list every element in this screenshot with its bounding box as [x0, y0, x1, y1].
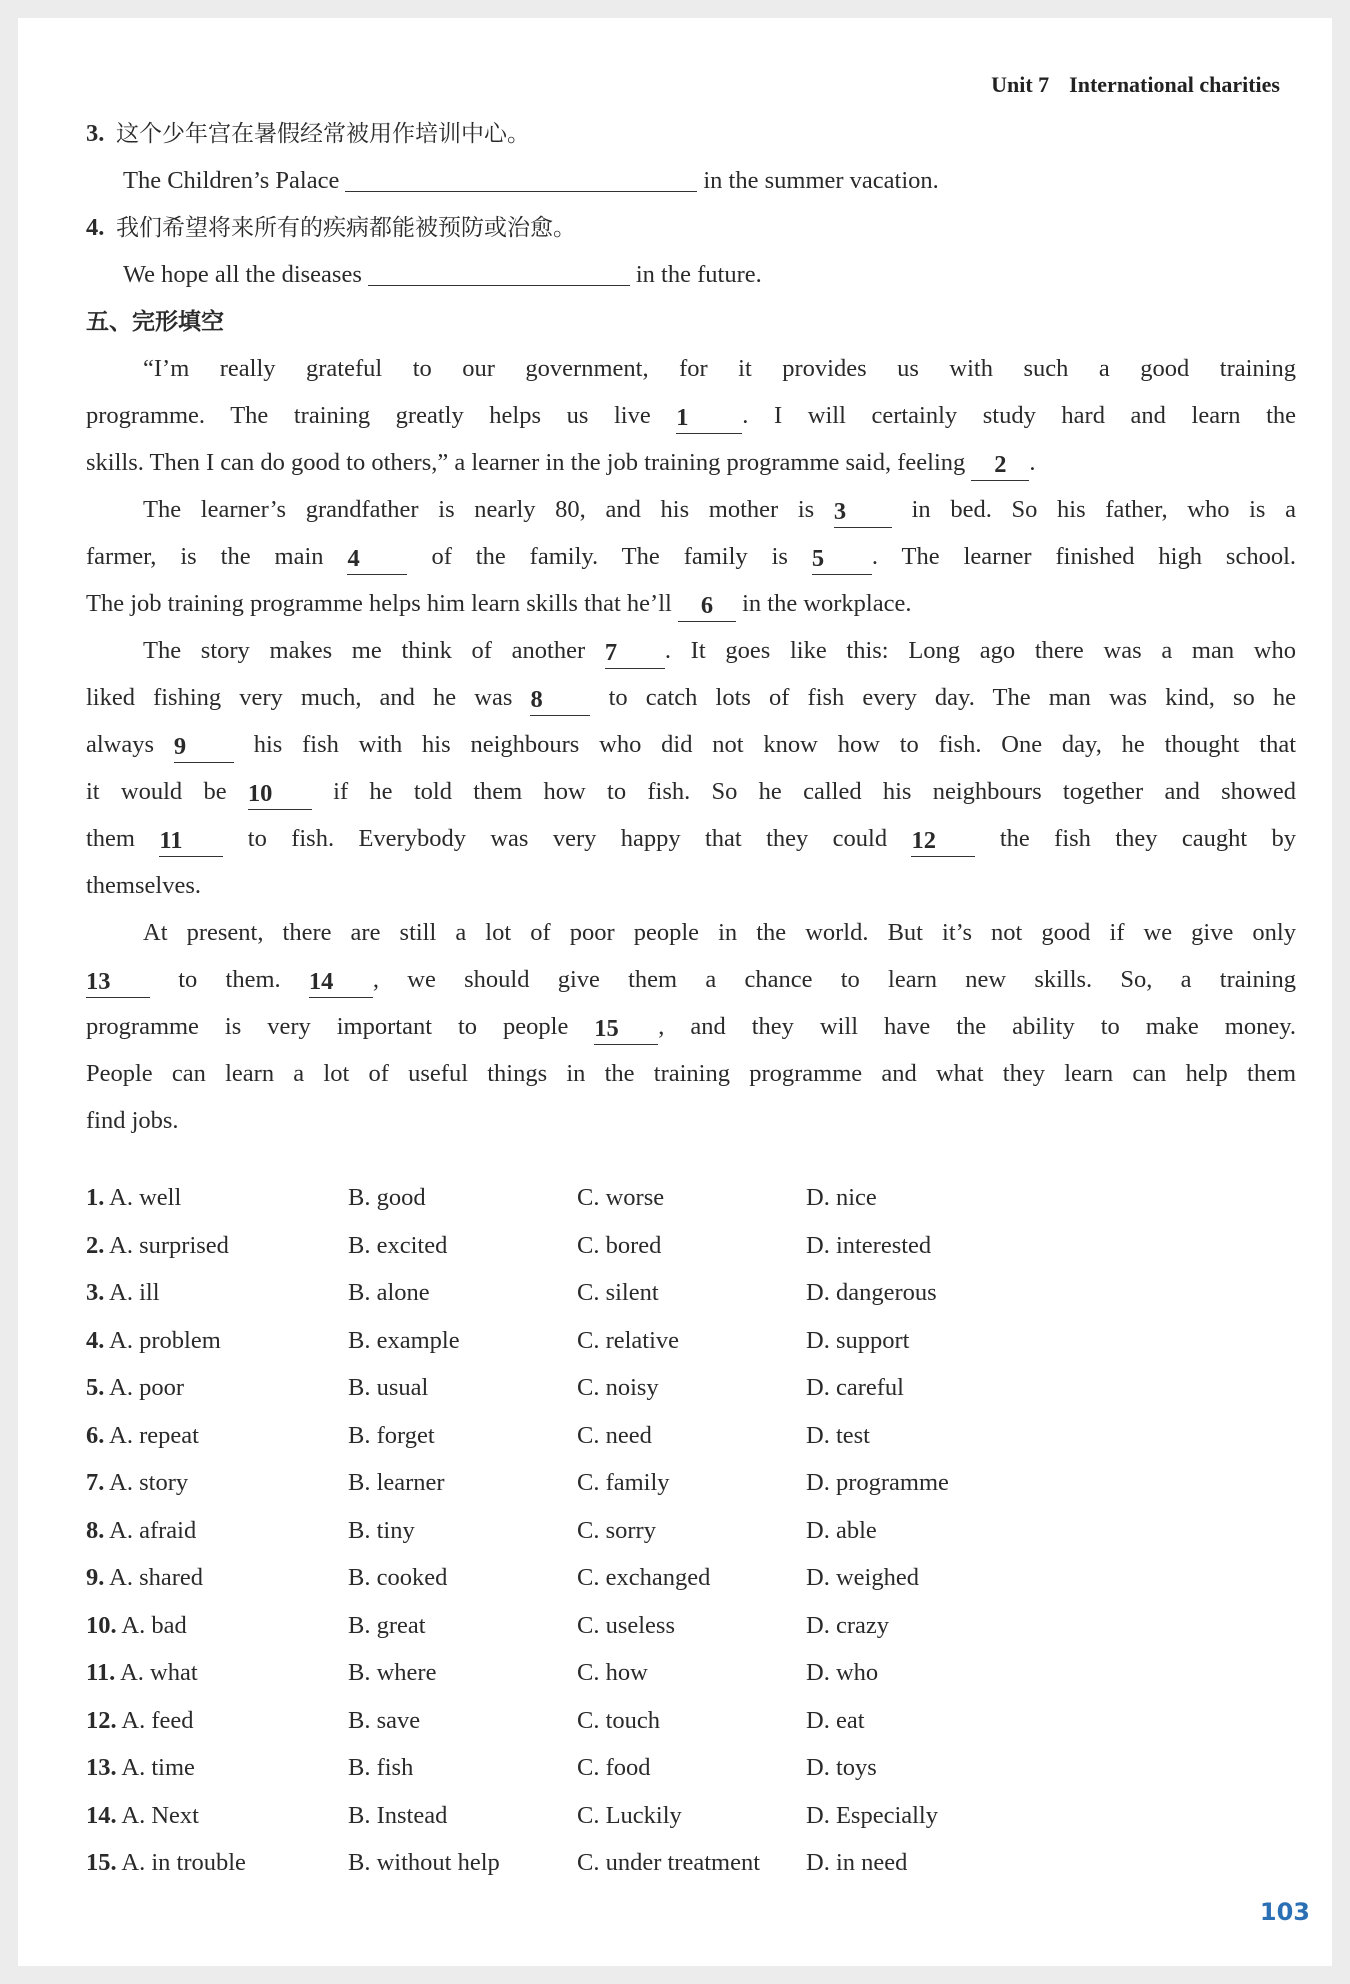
option-c[interactable]: C. exchanged: [577, 1564, 711, 1591]
option-d[interactable]: D. nice: [806, 1184, 877, 1211]
passage-line: [86, 862, 1296, 909]
text: farmer, is the main: [86, 543, 324, 570]
option-c[interactable]: C. silent: [577, 1279, 659, 1306]
translation-item-4-chinese: [86, 204, 1296, 251]
text: , we should give them a chance to learn new skills. So, a training: [372, 966, 1297, 993]
option-d[interactable]: D. test: [806, 1421, 870, 1449]
option-d[interactable]: D. in need: [806, 1849, 908, 1876]
passage-line: [86, 956, 1296, 1003]
question-number: 3.: [86, 1279, 105, 1306]
option-a[interactable]: A. ill: [109, 1279, 160, 1306]
text: People can learn a lot of useful things in the training programme and what they learn can help them: [86, 1060, 1296, 1087]
gap-12[interactable]: 12: [911, 828, 975, 857]
option-row-4: [86, 1317, 1286, 1365]
option-row-10: [86, 1602, 1286, 1650]
option-a[interactable]: A. well: [109, 1184, 182, 1211]
passage-line: [86, 768, 1296, 815]
passage-line: [86, 1050, 1296, 1097]
text: . It goes like this: Long ago there was a man who: [664, 637, 1296, 664]
option-a[interactable]: A. in trouble: [121, 1849, 246, 1876]
text: them: [86, 825, 135, 852]
option-c[interactable]: C. touch: [577, 1706, 661, 1734]
option-c[interactable]: C. noisy: [577, 1374, 659, 1401]
option-b[interactable]: B. great: [348, 1611, 426, 1639]
option-b[interactable]: B. example: [348, 1326, 460, 1354]
workbook-page: [18, 18, 1332, 1966]
question-number: 12.: [86, 1706, 117, 1734]
passage-line: [86, 674, 1296, 721]
question-number: 8.: [86, 1516, 105, 1544]
option-row-5: [86, 1364, 1286, 1412]
text: of the family. The family is: [431, 543, 788, 570]
passage-line: [86, 721, 1296, 768]
option-c[interactable]: C. Luckily: [577, 1801, 682, 1829]
option-b[interactable]: B. excited: [348, 1231, 448, 1259]
passage-line: [86, 909, 1296, 956]
option-a[interactable]: A. problem: [109, 1326, 221, 1354]
text: programme. The training greatly helps us live: [86, 402, 651, 429]
option-b[interactable]: B. Instead: [348, 1801, 448, 1829]
option-c[interactable]: C. need: [577, 1421, 652, 1449]
option-b[interactable]: B. without help: [348, 1849, 500, 1876]
passage-line: [86, 439, 1296, 486]
option-c[interactable]: C. how: [577, 1659, 648, 1686]
option-c[interactable]: C. bored: [577, 1231, 662, 1259]
option-d[interactable]: D. toys: [806, 1754, 877, 1781]
text: to them.: [178, 966, 281, 993]
option-d[interactable]: D. able: [806, 1516, 877, 1544]
option-b[interactable]: B. usual: [348, 1374, 429, 1401]
option-d[interactable]: D. dangerous: [806, 1279, 937, 1306]
gap-1[interactable]: 1: [676, 405, 742, 434]
text: in bed. So his father, who is a: [911, 496, 1297, 523]
option-a[interactable]: A. feed: [121, 1706, 194, 1734]
translation-item-3-chinese: [86, 110, 1296, 157]
text: “I’m really grateful to our government, for it provides us with such a good training: [143, 355, 1296, 382]
section-title: [86, 298, 1296, 345]
option-row-14: [86, 1792, 1286, 1840]
question-number: 7.: [86, 1469, 105, 1496]
question-number: 15.: [86, 1849, 117, 1876]
unit-label: Unit 7: [991, 72, 1050, 97]
text: . I will certainly study hard and learn the: [742, 402, 1296, 429]
text: , and they will have the ability to make money.: [658, 1013, 1296, 1040]
text: the fish they caught by: [999, 825, 1297, 852]
text: The story makes me think of another: [143, 637, 586, 664]
text: programme is very important to people: [86, 1013, 569, 1040]
passage-line: [86, 392, 1296, 439]
option-c[interactable]: C. food: [577, 1754, 651, 1781]
gap-9[interactable]: 9: [174, 734, 234, 763]
gap-13[interactable]: 13: [86, 969, 150, 998]
answer-blank[interactable]: [345, 165, 697, 192]
text: liked fishing very much, and he was: [86, 684, 513, 711]
option-c[interactable]: C. under treatment: [577, 1849, 761, 1876]
gap-7[interactable]: 7: [605, 640, 665, 669]
text: . The learner finished high school.: [871, 543, 1296, 570]
option-a[interactable]: A. time: [121, 1754, 195, 1781]
option-a[interactable]: A. repeat: [109, 1421, 199, 1449]
question-number: 10.: [86, 1611, 117, 1639]
passage-line: [86, 580, 1296, 627]
text: skills. Then I can do good to others,” a learner in the job training programme said, feeling: [86, 449, 966, 476]
option-row-12: [86, 1697, 1286, 1745]
option-d[interactable]: D. support: [806, 1326, 910, 1354]
translation-item-3-english: [86, 157, 1296, 204]
option-row-6: [86, 1412, 1286, 1460]
unit-title: International charities: [1069, 72, 1280, 97]
question-number: 9.: [86, 1564, 105, 1591]
text: always: [86, 731, 155, 758]
gap-2[interactable]: 2: [971, 452, 1029, 481]
translation-item-4-english: [86, 251, 1296, 298]
gap-11[interactable]: 11: [159, 828, 223, 857]
sentence-end: in the future.: [635, 261, 762, 288]
option-a[interactable]: A. what: [120, 1659, 198, 1686]
question-number: 4.: [86, 1326, 105, 1354]
option-c[interactable]: C. useless: [577, 1611, 675, 1639]
item-number: 3.: [86, 120, 105, 147]
option-d[interactable]: D. Especially: [806, 1801, 938, 1829]
sentence-start: The Children’s Palace: [123, 167, 340, 194]
option-row-11: [86, 1649, 1286, 1697]
gap-5[interactable]: 5: [812, 546, 872, 575]
option-d[interactable]: D. weighed: [806, 1564, 919, 1591]
item-number: 4.: [86, 214, 105, 241]
question-number: 14.: [86, 1801, 117, 1829]
option-c[interactable]: C. worse: [577, 1184, 665, 1211]
passage-line: [86, 1097, 1296, 1144]
option-d[interactable]: D. crazy: [806, 1611, 889, 1639]
option-a[interactable]: A. surprised: [109, 1231, 229, 1259]
option-b[interactable]: B. where: [348, 1659, 437, 1686]
gap-15[interactable]: 15: [594, 1016, 658, 1045]
option-a[interactable]: A. afraid: [109, 1516, 197, 1544]
option-b[interactable]: B. cooked: [348, 1564, 448, 1591]
option-row-15: [86, 1839, 1286, 1887]
gap-3[interactable]: 3: [834, 499, 892, 528]
question-number: 1.: [86, 1184, 105, 1211]
passage-line: [86, 815, 1296, 862]
sentence-start: We hope all the diseases: [123, 261, 362, 288]
option-row-2: [86, 1222, 1286, 1270]
text: to fish. Everybody was very happy that they could: [247, 825, 888, 852]
text: his fish with his neighbours who did not know how to fish. One day, he thought that: [253, 731, 1297, 758]
question-number: 5.: [86, 1374, 105, 1401]
text: The learner’s grandfather is nearly 80, and his mother is: [143, 496, 815, 523]
text: themselves.: [86, 872, 201, 899]
option-c[interactable]: C. sorry: [577, 1516, 656, 1544]
option-row-1: [86, 1174, 1286, 1222]
option-b[interactable]: B. tiny: [348, 1516, 415, 1544]
option-a[interactable]: A. poor: [109, 1374, 185, 1401]
gap-4[interactable]: 4: [347, 546, 407, 575]
option-row-9: [86, 1554, 1286, 1602]
option-row-3: [86, 1269, 1286, 1317]
text: find jobs.: [86, 1107, 179, 1134]
option-d[interactable]: D. who: [806, 1659, 879, 1686]
question-number: 6.: [86, 1421, 105, 1449]
option-b[interactable]: B. save: [348, 1706, 421, 1734]
option-b[interactable]: B. fish: [348, 1754, 414, 1781]
question-number: 11.: [86, 1659, 116, 1686]
passage-line: [86, 533, 1296, 580]
passage-line: [86, 1003, 1296, 1050]
passage-line: [86, 486, 1296, 533]
option-row-8: [86, 1507, 1286, 1555]
option-b[interactable]: B. forget: [348, 1421, 435, 1449]
option-d[interactable]: D. careful: [806, 1374, 904, 1401]
option-b[interactable]: B. good: [348, 1184, 426, 1211]
text: if he told them how to fish. So he called his neighbours together and showed: [333, 778, 1296, 805]
gap-6[interactable]: 6: [678, 593, 736, 622]
chinese-sentence: 这个少年宫在暑假经常被用作培训中心。: [116, 121, 530, 147]
option-b[interactable]: B. learner: [348, 1469, 445, 1496]
gap-14[interactable]: 14: [309, 969, 373, 998]
answer-options: [86, 1174, 1286, 1887]
text: in the workplace.: [742, 590, 912, 617]
option-d[interactable]: D. interested: [806, 1231, 932, 1259]
gap-8[interactable]: 8: [530, 687, 590, 716]
text: At present, there are still a lot of poor people in the world. But it’s not good if we give only: [143, 919, 1296, 946]
option-d[interactable]: D. eat: [806, 1706, 865, 1734]
option-a[interactable]: A. shared: [109, 1564, 204, 1591]
option-a[interactable]: A. bad: [121, 1611, 187, 1639]
sentence-end: in the summer vacation.: [703, 167, 939, 194]
chinese-sentence: 我们希望将来所有的疾病都能被预防或治愈。: [116, 215, 576, 241]
exercise-content: [86, 110, 1296, 1144]
passage-line: [86, 345, 1296, 392]
option-c[interactable]: C. family: [577, 1469, 670, 1496]
option-row-13: [86, 1744, 1286, 1792]
section-heading: 五、完形填空: [86, 309, 224, 335]
text: to catch lots of fish every day. The man was kind, so he: [608, 684, 1296, 711]
text: The job training programme helps him learn skills that he’ll: [86, 590, 672, 617]
text: .: [1029, 449, 1036, 476]
option-a[interactable]: A. story: [109, 1469, 189, 1496]
answer-blank[interactable]: [368, 259, 630, 286]
page-number: 103: [1259, 1898, 1310, 1926]
option-b[interactable]: B. alone: [348, 1279, 430, 1306]
option-a[interactable]: A. Next: [121, 1801, 199, 1829]
gap-10[interactable]: 10: [248, 781, 312, 810]
passage-line: [86, 627, 1296, 674]
running-header: [991, 72, 1280, 98]
option-row-7: [86, 1459, 1286, 1507]
option-d[interactable]: D. programme: [806, 1469, 949, 1496]
question-number: 13.: [86, 1754, 117, 1781]
option-c[interactable]: C. relative: [577, 1326, 680, 1354]
text: it would be: [86, 778, 227, 805]
question-number: 2.: [86, 1231, 105, 1259]
